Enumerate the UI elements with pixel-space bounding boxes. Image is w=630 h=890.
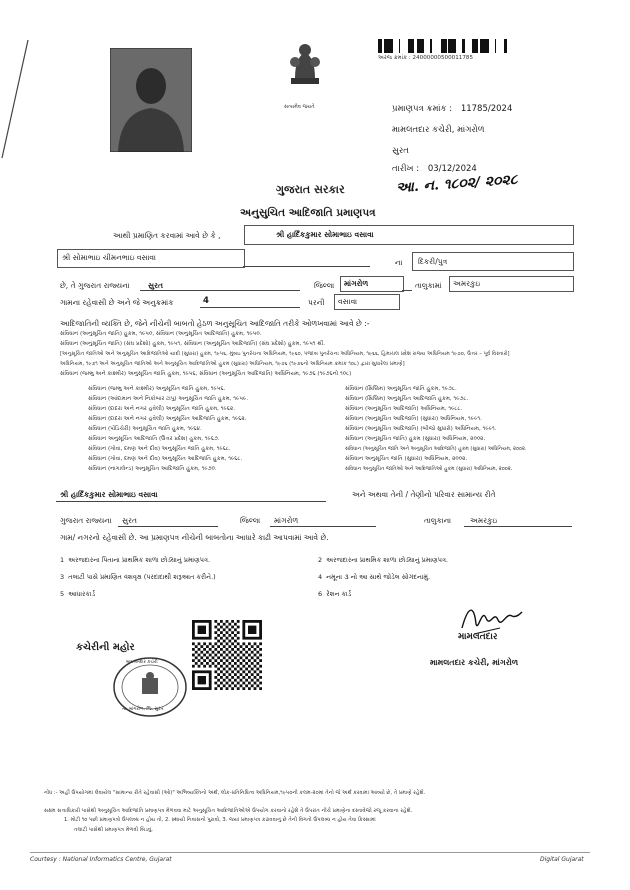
- document-item: 1 અરજદારના પિતાના પ્રાથમિક શાળા છોડ્યાનું પ્રમાણપત્ર.: [60, 556, 211, 564]
- residence-village-line: [464, 526, 572, 527]
- footer-note: નોંધ :- અહીં ઉપયોગમાં લેવાયેલ "સામાન્ય રીતે રહેવાસી (ઓ)" અભિવ્યક્તિનો અર્થ, લોક-પ્રતિનિધિત્વ અધિનિયમ,૧૯૫૦ની કલમ-૨૦માં તેનો જે અર્થ કરવામાં આવ્યો છે, તે પ્રમાણે રહેશે.: [44, 790, 426, 796]
- emblem-caption: સત્યમેવ જયતે: [284, 104, 315, 110]
- order-item: સંવિધાન અનુસૂચિત જાતિ (સુધારા) અધિનિયમ, ૨૦૦૨.: [345, 456, 468, 462]
- family-text: અને અથવા તેની / તેણીનો પરિવાર સામાન્ય રીતે: [352, 490, 496, 499]
- residence-taluka-line: [270, 526, 376, 527]
- legal-line: અધિનિયમ, ૧૯૭૧ અને અનુસૂચિત જાતિઓ અને અનુસૂચિત આદિજાતિઓ હુકમ (સુધારા) અધિનિયમ, ૧૯૭૬ (૧૯૭૬નો અધિનિયમ ક્રમાંક ૧૦૮) દ્વારા સુધારેલા પ્રમાણે]: [60, 361, 405, 367]
- certificate-number-label: પ્રમાણપત્ર ક્રમાંક :: [392, 104, 453, 114]
- district-name: સુરત: [392, 146, 409, 156]
- village-value: અમરકુઇ: [453, 279, 481, 288]
- documents-list: [60, 556, 580, 604]
- order-item: સંવિધાન (અનુસૂચિત જાતિ) હુકમ (સુધારા) અધિનિયમ, ૨૦૦૨.: [345, 436, 486, 442]
- signatory-office: મામલતદાર કચેરી, માંગરોળ: [430, 658, 519, 667]
- signatory-title: મામલતદાર: [458, 632, 498, 642]
- serial-number: અરજ ક્રમાંક : 24000000500011785: [378, 55, 474, 61]
- residence-village: અમરકુઇ: [470, 516, 498, 525]
- issued-text: ગામ/ નગરનો રહેવાસી છે. આ પ્રમાણપત્ર નીચેની બાબતોના આધારે કાઢી આપવામાં આવે છે.: [60, 533, 329, 542]
- relation: દિકરી/પુત્ર: [418, 257, 448, 266]
- taluka-value: માંગરોળ: [344, 279, 369, 288]
- orders-left-column: [88, 386, 338, 476]
- footer-note: 1. મોટી ૧૦ પછી પ્રમાણપત્રો ઉપલબ્ધ ન હોય તો, 2. સ્થાયી નિવાસનો પુરાવો, 3. જ્યાં પ્રમાણપત્ર કઢાવવાનું છે તેની વિગતો ઉપલબ્ધ ન હોય તેવા કિસ્સામાં: [64, 817, 376, 823]
- order-item: સંવિધાન (આંદામાન અને નિકોબાર ટાપુ) અનુસૂચિત જાતિ હુકમ, ૧૯૫૯.: [88, 396, 249, 402]
- order-item: સંવિધાન અનુસૂચિત જાતિઓ અને આદિજાતિઓ હુકમ (સુધારા) અધિનિયમ, ૨૦૦૨.: [345, 466, 513, 472]
- residence-state: ગુજરાત રાજ્યના: [60, 516, 112, 525]
- stamp-top-text: મામલતદાર કચેરી: [126, 660, 158, 665]
- residence-district-label: જિલ્લા: [240, 516, 261, 525]
- legal-line: [અનુસૂચિત જાતિઓ અને અનુસૂચિત આદિજાતિઓ યાદી (સુધારા) હુકમ, ૧૯૫૬, મુંબઇ પુનર્રચના અધિનિયમ, ૧૯૬૦, પંજાબ પુનર્રચના અધિનિયમ, ૧૯૬૬, હિમાચલ પ્રદેશ રાજ્ય અધિનિયમ ૧૯૭૦, ઉત્તર – પૂર્વ વિસ્તારો]: [60, 351, 510, 357]
- order-item: સંવિધાન અનુસૂચિત આદિજાતિ (ઉત્તર પ્રદેશ) હુકમ, ૧૯૬૭.: [88, 436, 220, 442]
- family-name-line: [56, 501, 326, 502]
- barcode: [378, 38, 508, 52]
- legal-provisions: [60, 331, 600, 381]
- qr-code: [192, 620, 262, 690]
- serial-value: 4: [203, 296, 209, 306]
- order-item: સંવિધાન (નાગાલેન્ડ) અનુસૂચિત આદિજાતિ હુકમ, ૧૯૭૦.: [88, 466, 217, 472]
- document-item: 4 નમૂના ૩ નો આ સાથે જોડેલ સોગંદનામું.: [318, 573, 431, 581]
- document-item: 2 અરજદારના પ્રાથમિક શાળા છોડ્યાનું પ્રમાણપત્ર.: [318, 556, 449, 564]
- order-item: સંવિધાન (જમ્મુ અને કાશ્મીર) અનુસૂચિત જાતિ હુકમ, ૧૯૫૬.: [88, 386, 226, 392]
- residence-taluka-label: તાલુકાના: [424, 516, 452, 525]
- district-line: [140, 290, 300, 291]
- certificate-number-row: [392, 104, 512, 114]
- residence-district-line: [118, 526, 218, 527]
- handwritten-reference: આ. ન. ૧૮૦૨/ ૨૦૨૮: [395, 171, 518, 197]
- legal-line: સંવિધાન (અનુસૂચિત જાતિ) (સંઘ પ્રદેશો) હુકમ, ૧૯૫૧, સંવિધાન (અનુસૂચિત આદિજાતિ) (સંઘ પ્રદેશો) હુકમ, ૧૯૫૧ થી.: [60, 341, 326, 347]
- applicant-name: શ્રી હાર્દિકકુમાર સોમાભાઇ વસાવા: [276, 230, 374, 239]
- order-item: સંવિધાન (પોંડિચેરી) અનુસૂચિત જાતિ હુકમ, ૧૯૬૪.: [88, 426, 202, 432]
- orders-right-column: [345, 386, 605, 476]
- office-stamp: [112, 656, 188, 718]
- order-item: સંવિધાન (અનુસૂચિત જાતિ અને અનુસૂચિત આદિજાતિ) હુકમ (સુધારા) અધિનિયમ, ૨૦૦૨.: [345, 446, 527, 452]
- stamp-bottom-text: તા. માંગરોળ, જિ. સુરત: [122, 707, 164, 712]
- government-title: ગુજરાત સરકાર: [276, 183, 345, 196]
- order-item: સંવિધાન (અનુસૂચિત આદિજાતિ) અધિનિયમ, ૧૯૮૮.: [345, 406, 463, 412]
- order-item: સંવિધાન (ગોવા, દમણ અને દીવ) અનુસૂચિત આદિજાતિ હુકમ, ૧૯૬૮.: [88, 456, 243, 462]
- serial-line: [200, 307, 300, 308]
- certify-text: આથી પ્રમાણિત કરવામાં આવે છે કે ,: [113, 231, 221, 240]
- order-item: સંવિધાન (ગોવા, દમણ અને દીવ) અનુસૂચિત જાતિ હુકમ, ૧૯૬૮.: [88, 446, 231, 452]
- legal-line: સંવિધાન (અનુસૂચિત જાતિ) હુકમ, ૧૯૫૦, સંવિધાન (અનુસૂચિત આદિજાતિ) હુકમ, ૧૯૫૦.: [60, 331, 262, 337]
- office-seal-label: કચેરીની મહોર: [76, 642, 135, 653]
- order-item: સંવિધાન (અનુસૂચિત આદિજાતિ) (સુધારા) અધિનિયમ, ૧૯૯૧.: [345, 416, 482, 422]
- footer-note: સક્ષમ સત્તાધિકારી પાસેથી અનુસૂચિત આદિજાતિ પ્રમાણપત્ર મેળવવા માટે અનુસૂચિત આદિજાતિઓએ ઉપયોગ કરવાનો રહેશે તે ઉપરાંત નીચે પ્રમાણેના દસ્તાવેજો રજૂ કરવાના રહેશે.: [44, 808, 413, 814]
- order-item: સંવિધાન (અનુસૂચિત આદિજાતિ) (બીજો સુધારો) અધિનિયમ, ૧૯૯૧.: [345, 426, 497, 432]
- office-name: મામલતદાર કચેરી, માંગરોળ: [392, 125, 485, 135]
- document-item: 6 રેશન કાર્ડ: [318, 590, 352, 598]
- issue-date-row: [392, 164, 477, 174]
- footer-note: તલાટી પાસેથી પ્રમાણપત્ર મેળવી બિડવું.: [74, 827, 153, 833]
- residence-taluka: માંગરોળ: [274, 516, 299, 525]
- recognition-text: આદિજાતિની વ્યક્તિ છે, જેને નીચેની બાબતો હેઠળ અનુસૂચિત આદિજાતિ તરીકે ઓળખવામાં આવે છે :-: [60, 319, 370, 328]
- family-name: શ્રી હાર્દિકકુમાર સોમાભાઇ વસાવા: [60, 490, 158, 499]
- document-item: 3 તલાટી પાસે પ્રમાણિત વંશવૃક્ષ (પરદાદાથી શરૂઆત કરીને.): [60, 573, 216, 581]
- footer-courtesy: Courtesy : National Informatics Centre, Gujarat: [30, 856, 172, 863]
- village-label: તાલુકામાં: [415, 281, 442, 290]
- taluka-line: [402, 290, 412, 291]
- legal-line: સંવિધાન (જમ્મુ અને કાશ્મીર) અનુસૂચિત જાતિ હુકમ, ૧૯૫૬, સંવિધાન (અનુસૂચિત આદિજાતિ) અધિનિયમ, ૧૯૭૬ (૧૯૭૬નો ૧૦૮): [60, 371, 352, 377]
- residence-district: સુરત: [122, 516, 137, 525]
- certificate-number: 11785/2024: [460, 104, 513, 114]
- resident-text: ગામના રહેવાસી છે અને જે અનુક્રમાંક: [60, 298, 174, 307]
- issue-date: 03/12/2024: [427, 164, 477, 174]
- date-label: તારીખ :: [392, 164, 420, 174]
- district-value: સુરત: [148, 281, 163, 290]
- tribe-label: પરની: [308, 298, 325, 307]
- footer-digital-gujarat: Digital Gujarat: [540, 856, 584, 863]
- district-label: જિલ્લા: [314, 281, 335, 290]
- order-item: સંવિધાન (દાદરા અને નગર હવેલી) અનુસૂચિત આદિજાતિ હુકમ, ૧૯૬૨.: [88, 416, 247, 422]
- state-text: છે, તે ગુજરાત રાજ્યના: [60, 281, 130, 290]
- document-item: 5 આધારકાર્ડ: [60, 590, 96, 598]
- applicant-photo: [110, 48, 192, 152]
- tribe-value: વસાવા: [338, 297, 358, 306]
- order-item: સંવિધાન (સિક્કિમ) અનુસૂચિત જાતિ હુકમ, ૧૯૭૮.: [345, 386, 457, 392]
- order-item: સંવિધાન (સિક્કિમ) અનુસૂચિત આદિજાતિ હુકમ, ૧૯૭૮.: [345, 396, 469, 402]
- state-emblem-icon: [282, 38, 328, 100]
- margin-mark: [0, 40, 30, 160]
- father-name: શ્રી સોમાભાઇ ચીમનભાઇ વસાવા: [62, 253, 156, 262]
- footer-divider: [30, 852, 590, 853]
- order-item: સંવિધાન (દાદરા અને નગર હવેલી) અનુસૂચિત જાતિ હુકમ, ૧૯૬૨.: [88, 406, 235, 412]
- na-label: ના: [395, 258, 403, 267]
- father-name-line: [243, 266, 370, 267]
- certificate-title: અનુસુચિત આદિજાતિ પ્રમાણપત્ર: [240, 207, 376, 219]
